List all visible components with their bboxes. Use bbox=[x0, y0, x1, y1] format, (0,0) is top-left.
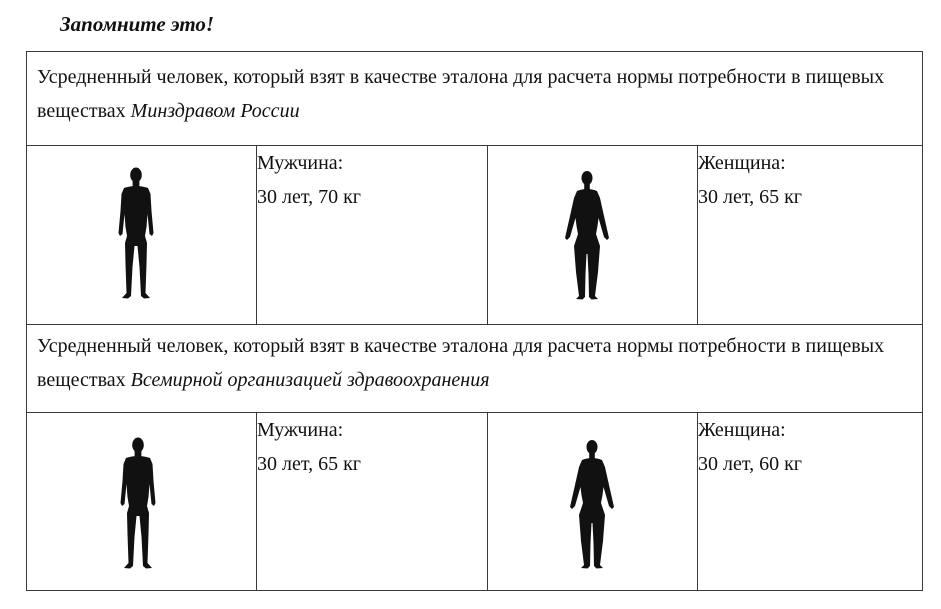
section-2-male-info bbox=[257, 413, 488, 591]
reference-person-table bbox=[26, 51, 923, 591]
male-value: 30 лет, 70 кг bbox=[257, 186, 362, 208]
section-1-description-text: Усредненный человек, который взят в качестве эталона для расчета нормы потребности в пищевых веществах bbox=[37, 66, 885, 122]
section-2-female-figure-cell bbox=[488, 413, 698, 591]
section-2-description bbox=[27, 325, 923, 413]
section-1-description-row bbox=[27, 52, 923, 146]
section-1-female-figure-cell bbox=[488, 146, 698, 325]
section-1-figures-row bbox=[27, 146, 923, 325]
female-silhouette-icon bbox=[566, 439, 618, 571]
section-1-female-info bbox=[698, 146, 923, 325]
section-2-figures-row bbox=[27, 413, 923, 591]
section-2-description-text: Усредненный человек, который взят в качестве эталона для расчета нормы потребности в пищевых веществах bbox=[37, 335, 885, 391]
section-1-male-info bbox=[257, 146, 488, 325]
section-2-female-info bbox=[698, 413, 923, 591]
male-label: Мужчина: bbox=[257, 419, 344, 441]
section-1-organization: Минздравом России bbox=[130, 100, 300, 122]
male-value: 30 лет, 65 кг bbox=[257, 453, 362, 475]
male-silhouette-icon bbox=[117, 437, 159, 574]
male-label: Мужчина: bbox=[257, 152, 344, 174]
section-1-male-figure-cell bbox=[27, 146, 257, 325]
female-value: 30 лет, 60 кг bbox=[698, 453, 803, 475]
page-title: Запомните это! bbox=[60, 12, 215, 36]
section-2-organization: Всемирной организацией здравоохранения bbox=[130, 369, 490, 391]
female-value: 30 лет, 65 кг bbox=[698, 186, 803, 208]
male-silhouette-icon bbox=[115, 167, 157, 304]
section-1-description bbox=[27, 52, 923, 146]
section-2-description-row bbox=[27, 325, 923, 413]
section-2-male-figure-cell bbox=[27, 413, 257, 591]
female-silhouette-icon bbox=[561, 170, 613, 302]
female-label: Женщина: bbox=[698, 152, 786, 174]
female-label: Женщина: bbox=[698, 419, 786, 441]
